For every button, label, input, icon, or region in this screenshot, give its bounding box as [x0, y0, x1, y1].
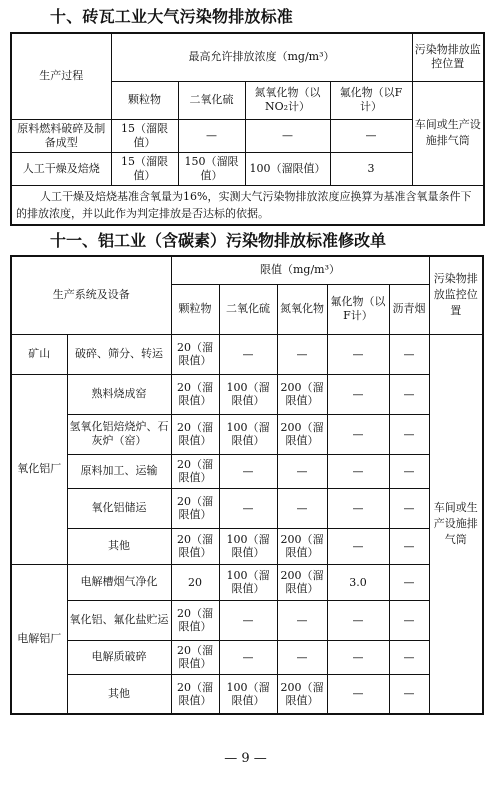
group-name: 氧化铝厂 — [11, 374, 67, 564]
so2-cell: — — [219, 334, 277, 374]
nox-cell: — — [277, 488, 327, 528]
equipment-cell: 熟料烧成窑 — [67, 374, 171, 414]
table-row — [11, 528, 483, 564]
f-cell: — — [327, 414, 389, 454]
table-note: 人工干燥及焙烧基准含氧量为16%，实测大气污染物排放浓度应换算为基准含氧量条件下的排放浓度，并以此作为判定排放是否达标的依据。 — [11, 185, 484, 225]
pm-cell: 20（溜限值） — [171, 334, 219, 374]
pm-cell: 20（溜限值） — [171, 374, 219, 414]
so2-cell: — — [219, 454, 277, 488]
col-nox: 氮氧化物 — [277, 284, 327, 334]
pm-cell: 20（溜限值） — [171, 528, 219, 564]
f-cell: — — [327, 374, 389, 414]
col-so2: 二氧化硫 — [219, 284, 277, 334]
nox-cell: — — [277, 454, 327, 488]
nox-cell: — — [277, 600, 327, 640]
so2-cell: 100（溜限值） — [219, 564, 277, 600]
f-cell: — — [327, 674, 389, 714]
f-cell: — — [327, 334, 389, 374]
section10-title: 十、砖瓦工业大气污染物排放标准 — [50, 7, 294, 26]
equipment-cell: 其他 — [67, 674, 171, 714]
monitor-header: 污染物排放监控位置 — [429, 256, 483, 334]
nox-cell: — — [277, 640, 327, 674]
col-so2: 二氧化硫 — [178, 81, 245, 119]
table-row — [11, 564, 483, 600]
pm-cell: 20（溜限值） — [171, 640, 219, 674]
tar-cell: — — [389, 454, 429, 488]
equipment-cell: 其他 — [67, 528, 171, 564]
group-name: 矿山 — [11, 334, 67, 374]
f-cell: — — [327, 640, 389, 674]
pm-cell: 20（溜限值） — [171, 454, 219, 488]
brick-tile-standard-table — [10, 32, 485, 226]
process-header: 生产过程 — [11, 33, 111, 119]
f-cell: — — [327, 488, 389, 528]
equipment-cell: 原料加工、运输 — [67, 454, 171, 488]
pm-cell: 15（溜限值） — [111, 119, 178, 152]
pm-cell: 15（溜限值） — [111, 152, 178, 185]
col-nox: 氮氧化物（以NO₂计） — [245, 81, 330, 119]
nox-cell: — — [277, 334, 327, 374]
limit-header: 最高允许排放浓度（mg/m³） — [111, 33, 412, 81]
so2-cell: 100（溜限值） — [219, 374, 277, 414]
system-header: 生产系统及设备 — [11, 256, 171, 334]
process-cell: 人工干燥及焙烧 — [11, 152, 111, 185]
monitor-value: 车间或生产设施排气筒 — [412, 81, 484, 185]
pm-cell: 20（溜限值） — [171, 488, 219, 528]
table-row — [11, 374, 483, 414]
pm-cell: 20（溜限值） — [171, 600, 219, 640]
f-cell: 3 — [330, 152, 412, 185]
nox-cell: — — [245, 119, 330, 152]
tar-cell: — — [389, 488, 429, 528]
page-number: — 9 — — [224, 751, 267, 766]
nox-cell: 200（溜限值） — [277, 374, 327, 414]
equipment-cell: 氢氧化铝焙烧炉、石灰炉（窑） — [67, 414, 171, 454]
so2-cell: — — [178, 119, 245, 152]
table-row — [11, 334, 483, 374]
table-row — [11, 454, 483, 488]
equipment-cell: 电解槽烟气净化 — [67, 564, 171, 600]
process-cell: 原料燃料破碎及制备成型 — [11, 119, 111, 152]
table-row — [11, 414, 483, 454]
pm-cell: 20（溜限值） — [171, 674, 219, 714]
limit-header: 限值（mg/m³） — [171, 256, 429, 284]
so2-cell: 150（溜限值） — [178, 152, 245, 185]
nox-cell: 100（溜限值） — [245, 152, 330, 185]
so2-cell: 100（溜限值） — [219, 674, 277, 714]
f-cell: — — [330, 119, 412, 152]
equipment-cell: 破碎、筛分、转运 — [67, 334, 171, 374]
equipment-cell: 氧化铝、氟化盐贮运 — [67, 600, 171, 640]
tar-cell: — — [389, 374, 429, 414]
tar-cell: — — [389, 640, 429, 674]
f-cell: — — [327, 600, 389, 640]
col-f: 氟化物（以F计） — [330, 81, 412, 119]
f-cell: — — [327, 454, 389, 488]
equipment-cell: 氧化铝储运 — [67, 488, 171, 528]
tar-cell: — — [389, 564, 429, 600]
section11-title: 十一、铝工业（含碳素）污染物排放标准修改单 — [50, 231, 387, 250]
f-cell: — — [327, 528, 389, 564]
so2-cell: — — [219, 640, 277, 674]
tar-cell: — — [389, 334, 429, 374]
so2-cell: 100（溜限值） — [219, 414, 277, 454]
col-tar: 沥青烟 — [389, 284, 429, 334]
col-pm: 颗粒物 — [111, 81, 178, 119]
nox-cell: 200（溜限值） — [277, 564, 327, 600]
so2-cell: 100（溜限值） — [219, 528, 277, 564]
table-row — [11, 488, 483, 528]
table-row — [11, 674, 483, 714]
group-name: 电解铝厂 — [11, 564, 67, 714]
so2-cell: — — [219, 600, 277, 640]
tar-cell: — — [389, 414, 429, 454]
tar-cell: — — [389, 528, 429, 564]
so2-cell: — — [219, 488, 277, 528]
tar-cell: — — [389, 674, 429, 714]
table-row — [11, 600, 483, 640]
pm-cell: 20（溜限值） — [171, 414, 219, 454]
monitor-header: 污染物排放监控位置 — [412, 33, 484, 81]
f-cell: 3.0 — [327, 564, 389, 600]
table-row — [11, 640, 483, 674]
nox-cell: 200（溜限值） — [277, 674, 327, 714]
pm-cell: 20 — [171, 564, 219, 600]
col-pm: 颗粒物 — [171, 284, 219, 334]
tar-cell: — — [389, 600, 429, 640]
nox-cell: 200（溜限值） — [277, 528, 327, 564]
aluminum-standard-table — [10, 255, 484, 715]
monitor-value: 车间或生产设施排气筒 — [429, 334, 483, 714]
nox-cell: 200（溜限值） — [277, 414, 327, 454]
col-f: 氟化物（以F计） — [327, 284, 389, 334]
equipment-cell: 电解质破碎 — [67, 640, 171, 674]
